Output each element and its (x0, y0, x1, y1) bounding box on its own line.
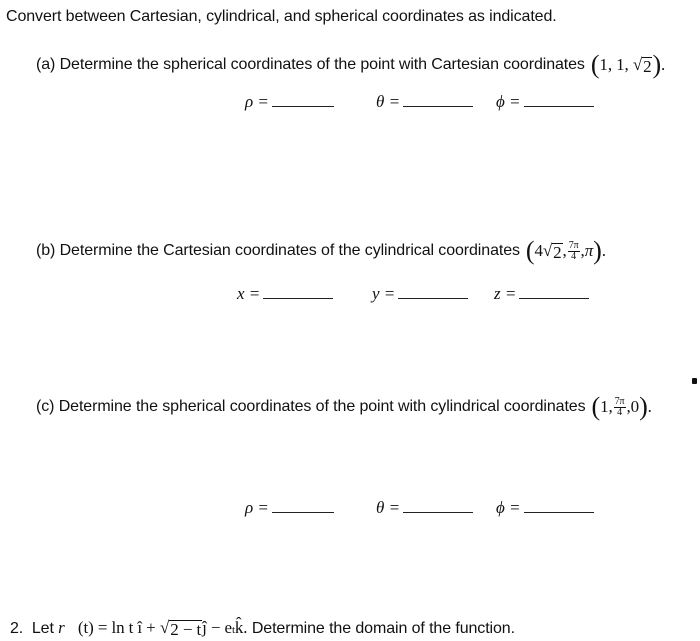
phi-answer-blank[interactable] (524, 106, 594, 107)
y-answer-blank[interactable] (398, 298, 468, 299)
period: . (661, 55, 666, 74)
close-paren: ) (593, 236, 602, 265)
part-b-y-field (372, 284, 468, 304)
part-a-theta-field (376, 92, 473, 112)
part-c-point: ( 1 , $\frac{7\pi}{4}$ , 0 ) . (591, 392, 652, 421)
sqrt-icon: √ (542, 241, 553, 260)
ink-mark (692, 378, 697, 384)
exponent: t (231, 624, 235, 636)
close-paren: ) (639, 392, 648, 421)
part-a-rho-field (245, 92, 334, 112)
coord-2: 1 (616, 55, 625, 74)
fraction-numerator: 7π (568, 239, 579, 251)
rho-answer-blank[interactable] (272, 106, 334, 107)
fraction (568, 241, 580, 262)
part-a-point: ( 1 , 1 , √ 2 ) . (590, 50, 666, 79)
coord-1: 1 (600, 397, 609, 416)
part-c-prompt: (c) Determine the spherical coordinates of the point with cylindrical coordinates (36, 398, 586, 415)
z-answer-blank[interactable] (519, 298, 589, 299)
sqrt-icon: √ (632, 55, 643, 74)
fraction-denominator: 4 (617, 406, 623, 418)
fraction (614, 397, 626, 418)
part-c-theta-field (376, 498, 473, 518)
fraction-denominator: 4 (571, 250, 577, 262)
theta-label: θ = (376, 92, 401, 111)
part-b-prompt: (b) Determine the Cartesian coordinates of the cylindrical coordinates (36, 242, 520, 259)
period: . (647, 397, 652, 416)
vector-r: r⃗ (58, 618, 78, 637)
phi-answer-blank[interactable] (524, 512, 594, 513)
theta-label: θ = (376, 498, 401, 517)
coord-1: 1 (599, 55, 608, 74)
sqrt-expression (160, 618, 202, 638)
y-label: y = (372, 284, 396, 303)
part-b-z-field (494, 284, 589, 304)
radicand: 2 − t (170, 620, 202, 639)
let-text: Let (31, 620, 54, 637)
x-answer-blank[interactable] (263, 298, 333, 299)
problem-2-prompt: Determine the domain of the function. (251, 620, 515, 637)
expression-part-2: ĵ − e (202, 618, 232, 637)
expression-part-1: (t) = ln t î + (77, 618, 156, 637)
part-a-prompt: (a) Determine the spherical coordinates of the point with Cartesian coordinates (36, 56, 585, 73)
radicand: 2 (643, 57, 652, 76)
open-paren: ( (525, 236, 535, 265)
part-a-phi-field (496, 92, 594, 112)
phi-label: ϕ = (496, 498, 521, 517)
z-label: z = (494, 284, 517, 303)
sqrt-icon: √ (160, 618, 170, 637)
expression-part-3: k̂. (234, 618, 248, 637)
open-paren: ( (590, 50, 600, 79)
rho-answer-blank[interactable] (272, 512, 334, 513)
phi-label: ϕ = (496, 92, 521, 111)
coef: 4 (534, 241, 543, 260)
period: . (601, 241, 606, 260)
x-label: x = (237, 284, 261, 303)
part-c-prompt-line (36, 392, 652, 422)
sqrt-expression (633, 55, 653, 75)
problem-2-line (10, 618, 515, 638)
radicand: 2 (553, 243, 562, 262)
close-paren: ) (652, 50, 662, 79)
theta-answer-blank[interactable] (403, 512, 473, 513)
part-c-phi-field (496, 498, 594, 518)
coord-3: 0 (630, 397, 640, 416)
part-b-point: ( 4 √ 2 , $\frac{7\pi}{4}$ , π ) . (525, 236, 606, 265)
problem-number: 2. (10, 620, 24, 637)
page-title: Convert between Cartesian, cylindrical, and spherical coordinates as indicated. (6, 8, 557, 25)
rho-label: ρ = (245, 92, 269, 111)
theta-answer-blank[interactable] (403, 106, 473, 107)
sqrt-expression (543, 241, 563, 261)
open-paren: ( (591, 392, 601, 421)
part-a-prompt-line (36, 50, 665, 80)
coord-3: π (584, 241, 594, 260)
part-c-rho-field (245, 498, 334, 518)
part-b-prompt-line (36, 236, 606, 266)
rho-label: ρ = (245, 498, 269, 517)
fraction-numerator: 7π (614, 395, 625, 407)
part-b-x-field (237, 284, 333, 304)
